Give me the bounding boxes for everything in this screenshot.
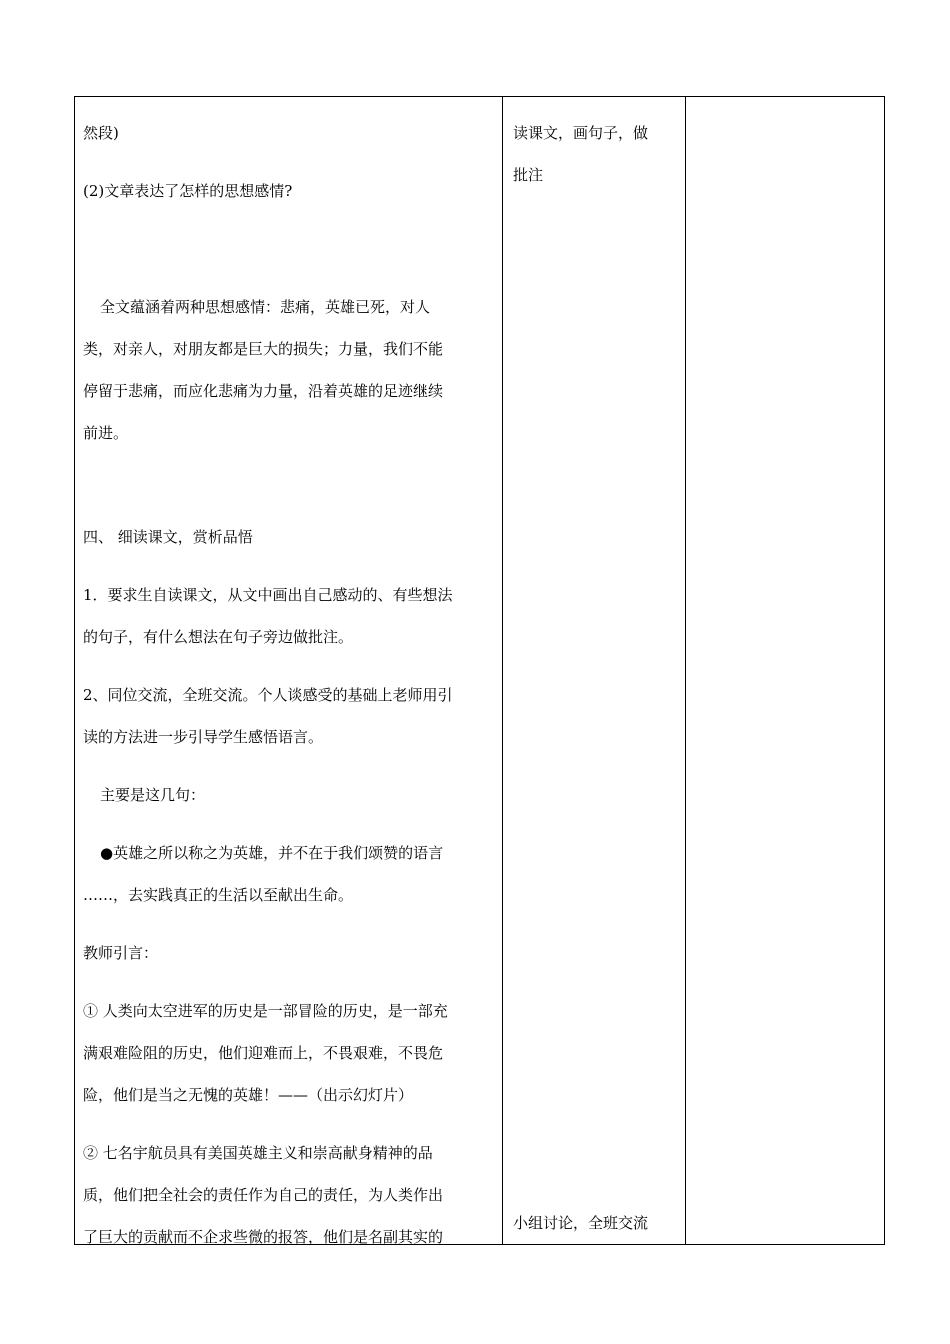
text-line: 全文蕴涵着两种思想感情：悲痛，英雄已死，对人 (100, 298, 431, 316)
text-line: 2、同位交流，全班交流。个人谈感受的基础上老师用引 (83, 686, 453, 704)
text-line: ……，去实践真正的生活以至献出生命。 (83, 886, 354, 904)
text-line: ●英雄之所以称之为英雄，并不在于我们颂赞的语言 (100, 844, 444, 862)
text-line: 停留于悲痛，而应化悲痛为力量，沿着英雄的足迹继续 (83, 382, 444, 400)
text-line: 的句子，有什么想法在句子旁边做批注。 (83, 628, 354, 646)
text-line: 质，他们把全社会的责任作为自己的责任，为人类作出 (83, 1186, 444, 1204)
activity-text: 小组讨论，全班交流 (513, 1214, 649, 1232)
text-line: 了巨大的贡献而不企求些微的报答，他们是名副其实的 (83, 1228, 444, 1246)
text-line: 然段) (83, 124, 119, 142)
text-line: 读的方法进一步引导学生感悟语言。 (83, 728, 324, 746)
text-line: 1．要求生自读课文，从文中画出自己感动的、有些想法 (83, 586, 453, 604)
activity-text: 读课文，画句子，做 (513, 124, 649, 142)
text-line: (2)文章表达了怎样的思想感情? (83, 182, 293, 200)
activity-text: 批注 (513, 166, 544, 184)
lesson-table (74, 96, 885, 1245)
text-line: ① 人类向太空进军的历史是一部冒险的历史，是一部充 (83, 1002, 448, 1020)
text-line: 险，他们是当之无愧的英雄！——（出示幻灯片） (83, 1086, 414, 1104)
text-line: 前进。 (83, 424, 129, 442)
text-line: ② 七名宇航员具有美国英雄主义和崇高献身精神的品 (83, 1144, 433, 1162)
column-divider-1 (502, 97, 503, 1244)
text-line: 教师引言： (83, 944, 159, 962)
column-divider-2 (685, 97, 686, 1244)
section-heading: 四、 细读课文，赏析品悟 (83, 528, 253, 546)
text-line: 类，对亲人，对朋友都是巨大的损失；力量，我们不能 (83, 340, 444, 358)
text-line: 满艰难险阻的历史，他们迎难而上，不畏艰难，不畏危 (83, 1044, 444, 1062)
text-line: 主要是这几句： (100, 786, 206, 804)
